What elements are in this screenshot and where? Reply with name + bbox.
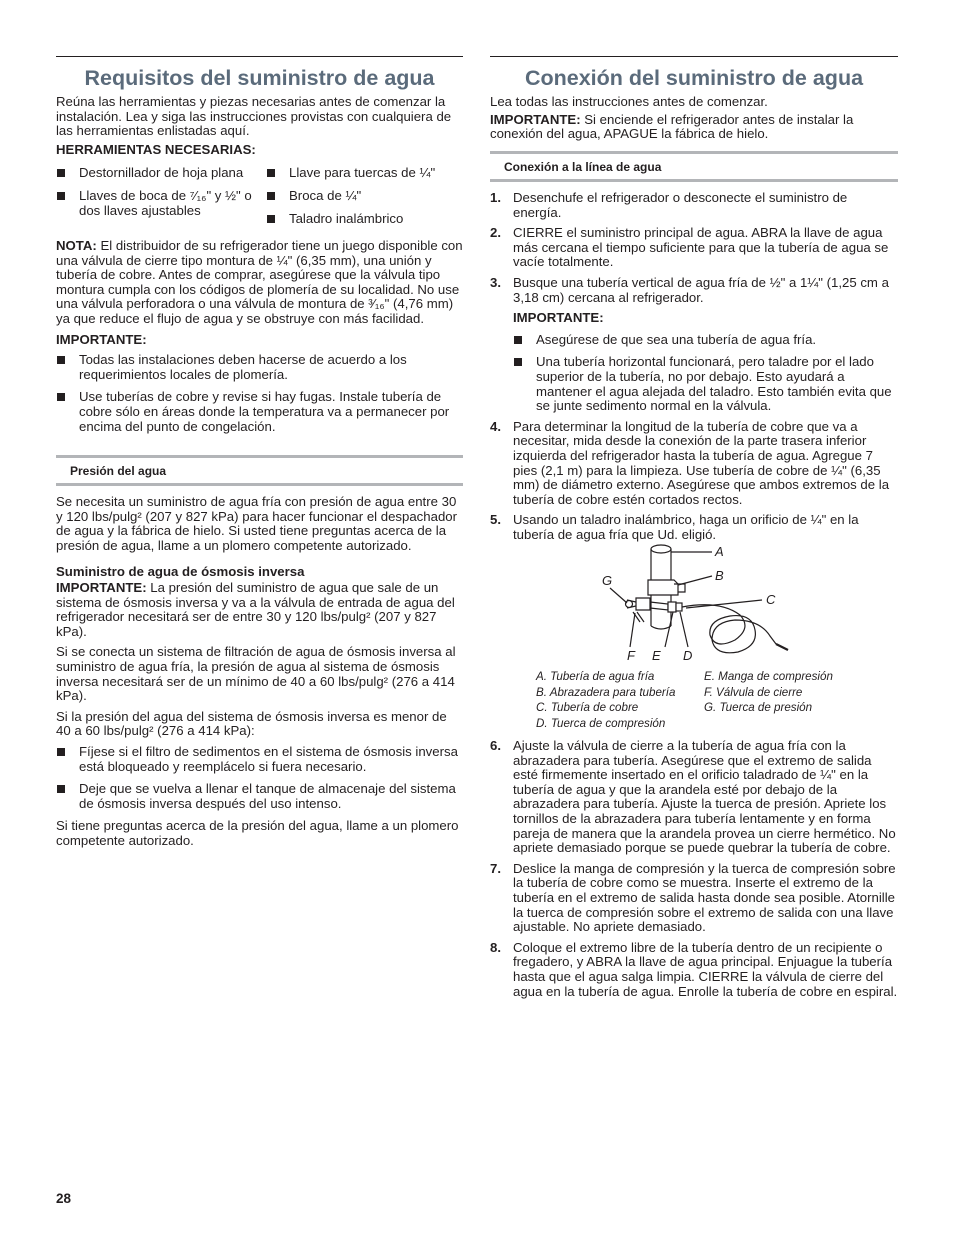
step-5	[490, 513, 898, 542]
section-title-water-requirements: Requisitos del suministro de agua	[84, 66, 435, 90]
step-number: 7.	[490, 860, 501, 876]
importante-heading: IMPORTANTE:	[56, 331, 147, 347]
ro-imp-label: IMPORTANTE:	[56, 579, 147, 595]
right-intro: Lea todas las instrucciones antes de comenzar.	[490, 94, 768, 109]
ro-paragraph-3: Si la presión del agua del sistema de ósmosis inversa es menor de 40 a 60 lbs/pulg² (276 a 414 kPa):	[56, 708, 447, 739]
step-text: Deslice la manga de compresión y la tuerca de compresión sobre la tubería de cobre como se muestra. Inserte el extremo de la tubería en el extremo de salida hasta donde sea posible. Atornille la tuerca de compresión sobre el extremo de salida con una llave ajustable. No apriete demasiado.	[513, 860, 896, 935]
pressure-paragraph: Se necesita un suministro de agua fría con presión de agua entre 30 y 120 lbs/pulg² (207 y 827 kPa) para hacer funcionar el despachador de agua y la fábrica de hielo. Si usted tiene preguntas acerca de la presión de agua, llame a un plomero competente autorizado.	[56, 494, 458, 553]
step3-important-label: IMPORTANTE:	[513, 310, 604, 326]
tool-item: Destornillador de hoja plana	[56, 166, 266, 181]
ro-paragraph-2: Si se conecta un sistema de filtración de agua de ósmosis inversa al suministro de agua fría, la presión de agua al sistema de ósmosis inversa necesitará ser de un mínimo de 40 a 60 lbs/pulg² (276 a 414 kPa).	[56, 644, 456, 704]
legend-item: D. Tuerca de compresión	[536, 716, 666, 730]
ro-heading: Suministro de agua de ósmosis inversa	[56, 564, 305, 580]
valve-diagram	[490, 540, 898, 665]
connection-subheading: Conexión a la línea de agua	[490, 151, 898, 182]
figure-label-b: B	[715, 568, 724, 583]
legend-item: A. Tubería de agua fría	[536, 670, 655, 683]
step-number: 1.	[490, 190, 501, 205]
valve-figure	[490, 540, 898, 740]
step-text: Busque una tubería vertical de agua fría de ½" a 1¼" (1,25 cm a 3,18 cm) cercana al refrigerador.	[513, 274, 889, 305]
step-text: Para determinar la longitud de la tubería de cobre que va a necesitar, mida desde la conexión de la parte trasera inferior izquierda del refrigerador hasta la tubería de agua. Agregue 7 pies (2,1 m) para la limpieza. Use tubería de cobre de ¼" (6,35 mm) de diámetro externo. Asegúrese que ambos extremos de la tubería de cobre estén cortados rectos.	[513, 418, 890, 507]
nota-label: NOTA:	[56, 238, 97, 253]
figure-label-c: C	[766, 592, 776, 607]
step-text: Ajuste la válvula de cierre a la tubería de agua fría con la abrazadera para tubería. Asegúrese que el extremo de salida esté firmemente insertado en el orificio taladrado de ¼" en la tubería de agua y que la arandela esté por debajo de la abrazadera para tubería. Ajuste la tuerca de presión. Apriete los tornillos de la abrazadera para tubería lentamente y en forma pareja de manera que la arandela provea un cierre hermético. No apriete demasiado porque se puede quebrar la tubería de cobre.	[513, 738, 896, 856]
step-number: 3.	[490, 274, 501, 290]
ro-imp-text: La presión del suministro de agua que sale de un sistema de ósmosis inversa y va a la válvula de entrada de agua del refrigerador necesitará ser de entre 30 y 120 lbs/pulg² (207 y 827 kPa).	[56, 579, 455, 639]
step3-item: Una tubería horizontal funcionará, pero taladre por el lado superior de la tubería, no por debajo. Esto ayudará a mantener el agua alejada del taladro. Esto también evita que se junte sedimento normal en la válvula.	[513, 355, 898, 413]
importante-item: Todas las instalaciones deben hacerse de acuerdo a los requerimientos locales de plomería.	[56, 353, 463, 382]
importante-item: Use tuberías de cobre y revise si hay fugas. Instale tubería de cobre sólo en áreas donde la temperatura va a permanecer por encima del punto de congelación.	[56, 390, 463, 434]
step-6	[490, 739, 898, 856]
left-flow-nota	[56, 239, 463, 434]
step-1	[490, 191, 898, 220]
figure-label-g: G	[602, 573, 613, 588]
legend-item: E. Manga de compresión	[704, 670, 833, 683]
step-number: 6.	[490, 738, 501, 753]
step3-item: Asegúrese de que sea una tubería de agua fría.	[513, 333, 898, 348]
step-number: 5.	[490, 512, 501, 528]
legend-item: B. Abrazadera para tubería	[536, 685, 676, 699]
ro-item: Deje que se vuelva a llenar el tanque de almacenaje del sistema de ósmosis inversa después del uso intenso.	[56, 782, 463, 811]
tool-item: Llaves de boca de ⁷⁄₁₆" y ½" o dos llaves ajustables	[56, 189, 266, 218]
section-title-water-connection: Conexión del suministro de agua	[524, 66, 864, 90]
ro-important-paragraph	[56, 581, 463, 639]
step-4	[490, 420, 898, 508]
left-flow-pressure	[56, 495, 463, 848]
figure-label-e: E	[652, 648, 661, 663]
figure-legend-col1	[536, 669, 704, 731]
figure-label-f: F	[627, 648, 635, 663]
left-flow-top	[56, 95, 463, 226]
pressure-subheading: Presión del agua	[56, 455, 463, 486]
tools-list	[56, 166, 463, 226]
step-number: 8.	[490, 939, 501, 955]
tool-item: Llave para tuercas de ¼"	[266, 166, 463, 181]
figure-legend-col2	[704, 669, 884, 716]
legend-item: F. Válvula de cierre	[704, 685, 803, 699]
figure-label-d: D	[683, 648, 693, 663]
tool-item: Taladro inalámbrico	[266, 212, 463, 227]
top-rule-left	[56, 56, 463, 57]
step-text: Desenchufe el refrigerador o desconecte el suministro de energía.	[513, 190, 848, 220]
right-flow-top	[490, 95, 898, 142]
step-7	[490, 862, 898, 935]
page-number: 28	[56, 1191, 72, 1206]
step-text: Coloque el extremo libre de la tubería dentro de un recipiente o fregadero, y ABRA la llave de agua principal. Enjuague la tubería hasta que el agua salga limpia. CIERRE la válvula de cierre del agua en la tubería de agua. Enrolle la tubería de cobre en espiral.	[513, 939, 898, 999]
step-number: 4.	[490, 418, 501, 434]
step-3	[490, 276, 898, 414]
step-2	[490, 226, 898, 270]
step-text: CIERRE el suministro principal de agua. ABRA la llave de agua más cercana el tiempo suficiente para que la tubería de agua se vacíe totalmente.	[513, 225, 889, 270]
intro-paragraph: Reúna las herramientas y piezas necesarias antes de comenzar la instalación. Lea y siga las instrucciones provistas con cualquiera de las herramientas enlistadas aquí.	[56, 94, 452, 139]
top-rule-right	[490, 56, 898, 57]
right-important-paragraph	[490, 113, 898, 142]
nota-text: El distribuidor de su refrigerador tiene un juego disponible con una válvula de cierre tipo montura de ¼" (6,35 mm), una unión y tubería de cobre. Antes de comprar, asegúrese que la válvula tipo montura cumpla con los códigos de plomería de su localidad. No use una válvula perforadora o una válvula de montura de ³⁄₁₆" (4,76 mm) ya que reduce el flujo de agua y se obstruye con más facilidad.	[56, 238, 463, 326]
legend-item: C. Tubería de cobre	[536, 701, 639, 714]
step-text: Usando un taladro inalámbrico, haga un orificio de ¼" en la tubería de agua fría que Ud. eligió.	[513, 512, 859, 542]
right-imp-label: IMPORTANTE:	[490, 111, 581, 127]
steps-6-8	[490, 739, 898, 999]
step-8	[490, 941, 898, 999]
right-imp-text: Si enciende el refrigerador antes de instalar la conexión del agua, APAGUE la fábrica de hielo.	[490, 111, 854, 142]
steps-1-5	[490, 191, 898, 542]
legend-item: G. Tuerca de presión	[704, 701, 813, 714]
figure-label-a: A	[715, 544, 724, 559]
step-number: 2.	[490, 225, 501, 241]
tool-item: Broca de ¼"	[266, 189, 463, 204]
ro-item: Fíjese si el filtro de sedimentos en el sistema de ósmosis inversa está bloqueado y reemplácelo si fuera necesario.	[56, 745, 463, 774]
tools-heading: HERRAMIENTAS NECESARIAS:	[56, 141, 256, 157]
nota-paragraph	[56, 239, 463, 327]
closing-paragraph: Si tiene preguntas acerca de la presión del agua, llame a un plomero competente autorizado.	[56, 818, 459, 848]
